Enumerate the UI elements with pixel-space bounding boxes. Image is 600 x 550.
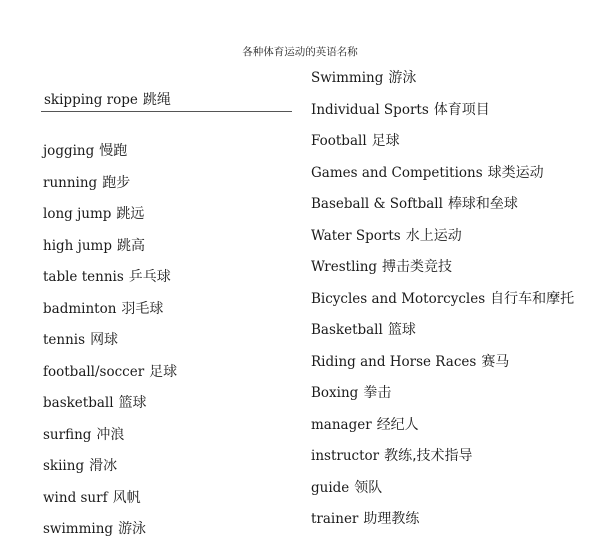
vocab-english: Boxing	[311, 385, 359, 401]
vocab-chinese: 教练,技术指导	[384, 448, 473, 464]
vocab-entry	[43, 203, 177, 235]
vocab-english: Wrestling	[311, 259, 378, 275]
vocab-chinese: 篮球	[387, 322, 416, 338]
vocab-entry	[43, 518, 177, 550]
vocab-chinese: 经纪人	[376, 416, 419, 433]
vocab-entry	[311, 225, 574, 257]
vocab-chinese: 体育项目	[433, 101, 490, 118]
vocab-english: trainer	[311, 511, 359, 527]
vocab-chinese: 冲浪	[96, 426, 125, 443]
vocab-entry	[311, 130, 574, 162]
vocab-english: Games and Competitions	[311, 164, 483, 181]
vocab-english: Water Sports	[311, 227, 401, 244]
vocab-chinese: 跑步	[102, 174, 131, 191]
vocab-english: surfing	[43, 426, 92, 443]
vocab-entry	[43, 487, 177, 519]
vocab-chinese: 篮球	[118, 395, 147, 411]
vocab-chinese: 搏击类竞技	[382, 259, 453, 275]
left-vocabulary-column	[43, 140, 177, 550]
vocab-english: running	[43, 174, 98, 191]
vocab-chinese: 乒乓球	[128, 269, 171, 285]
vocab-english: Basketball	[311, 322, 383, 338]
vocab-entry	[311, 445, 574, 477]
header-underline	[41, 111, 292, 112]
vocab-chinese: 跳远	[116, 206, 145, 222]
vocab-english: swimming	[43, 521, 114, 537]
vocab-chinese: 赛马	[481, 353, 510, 370]
vocab-entry	[311, 508, 574, 540]
vocab-entry	[311, 477, 574, 509]
vocab-chinese: 羽毛球	[121, 300, 164, 317]
vocab-english: table tennis	[43, 269, 124, 285]
vocab-english: skiing	[43, 458, 85, 474]
vocab-chinese: 助理教练	[363, 511, 420, 527]
vocab-entry	[43, 361, 177, 393]
vocab-entry	[311, 99, 574, 131]
vocab-entry	[43, 266, 177, 298]
vocab-entry	[311, 319, 574, 351]
vocab-chinese: 水上运动	[405, 227, 462, 244]
vocab-chinese: 球类运动	[487, 164, 544, 181]
vocab-entry	[43, 455, 177, 487]
right-vocabulary-column	[311, 67, 574, 540]
vocab-english: Bicycles and Motorcycles	[311, 290, 486, 307]
vocab-entry	[311, 193, 574, 225]
vocab-entry	[43, 424, 177, 456]
vocab-english: Riding and Horse Races	[311, 353, 477, 370]
vocab-chinese: 跳高	[116, 237, 145, 254]
header-entry-skipping-rope	[44, 89, 171, 109]
vocab-chinese: 风帆	[112, 489, 141, 506]
vocab-english: wind surf	[43, 489, 108, 506]
vocab-english: badminton	[43, 300, 117, 317]
vocab-entry	[311, 67, 574, 99]
vocab-entry	[43, 235, 177, 267]
vocab-entry	[311, 414, 574, 446]
vocab-chinese: 拳击	[363, 385, 392, 401]
vocab-english: football/soccer	[43, 363, 145, 380]
vocab-english: high jump	[43, 237, 112, 254]
vocab-chinese: 慢跑	[99, 143, 128, 159]
vocab-english: guide	[311, 479, 350, 496]
vocab-chinese: 足球	[149, 363, 178, 380]
vocab-english: Baseball & Softball	[311, 196, 443, 212]
vocab-english: tennis	[43, 332, 86, 348]
vocab-english: long jump	[43, 206, 112, 222]
vocab-entry	[43, 172, 177, 204]
vocab-chinese: 滑冰	[89, 458, 118, 474]
vocab-english: Swimming	[311, 70, 384, 86]
vocab-chinese: 领队	[354, 479, 383, 496]
vocab-entry	[43, 329, 177, 361]
vocab-chinese: 棒球和垒球	[447, 196, 518, 212]
vocab-entry	[311, 162, 574, 194]
vocab-english: basketball	[43, 395, 114, 411]
vocab-chinese: 足球	[371, 133, 400, 149]
vocab-entry	[43, 392, 177, 424]
vocab-chinese: 网球	[90, 332, 119, 348]
vocab-english: Individual Sports	[311, 101, 429, 118]
vocab-english: manager	[311, 416, 372, 433]
vocab-entry	[311, 288, 574, 320]
vocab-entry	[311, 351, 574, 383]
header-entry-chinese: 跳绳	[142, 92, 171, 108]
vocab-english: instructor	[311, 448, 380, 464]
vocab-entry	[43, 298, 177, 330]
header-entry-english: skipping rope	[44, 92, 138, 108]
vocab-chinese: 游泳	[118, 521, 147, 537]
vocab-chinese: 自行车和摩托	[490, 290, 575, 307]
vocab-entry	[311, 382, 574, 414]
vocab-entry	[43, 140, 177, 172]
vocab-english: Football	[311, 133, 367, 149]
vocab-chinese: 游泳	[388, 70, 417, 86]
vocab-english: jogging	[43, 143, 95, 159]
document-title: 各种体育运动的英语名称	[242, 46, 358, 58]
vocab-entry	[311, 256, 574, 288]
